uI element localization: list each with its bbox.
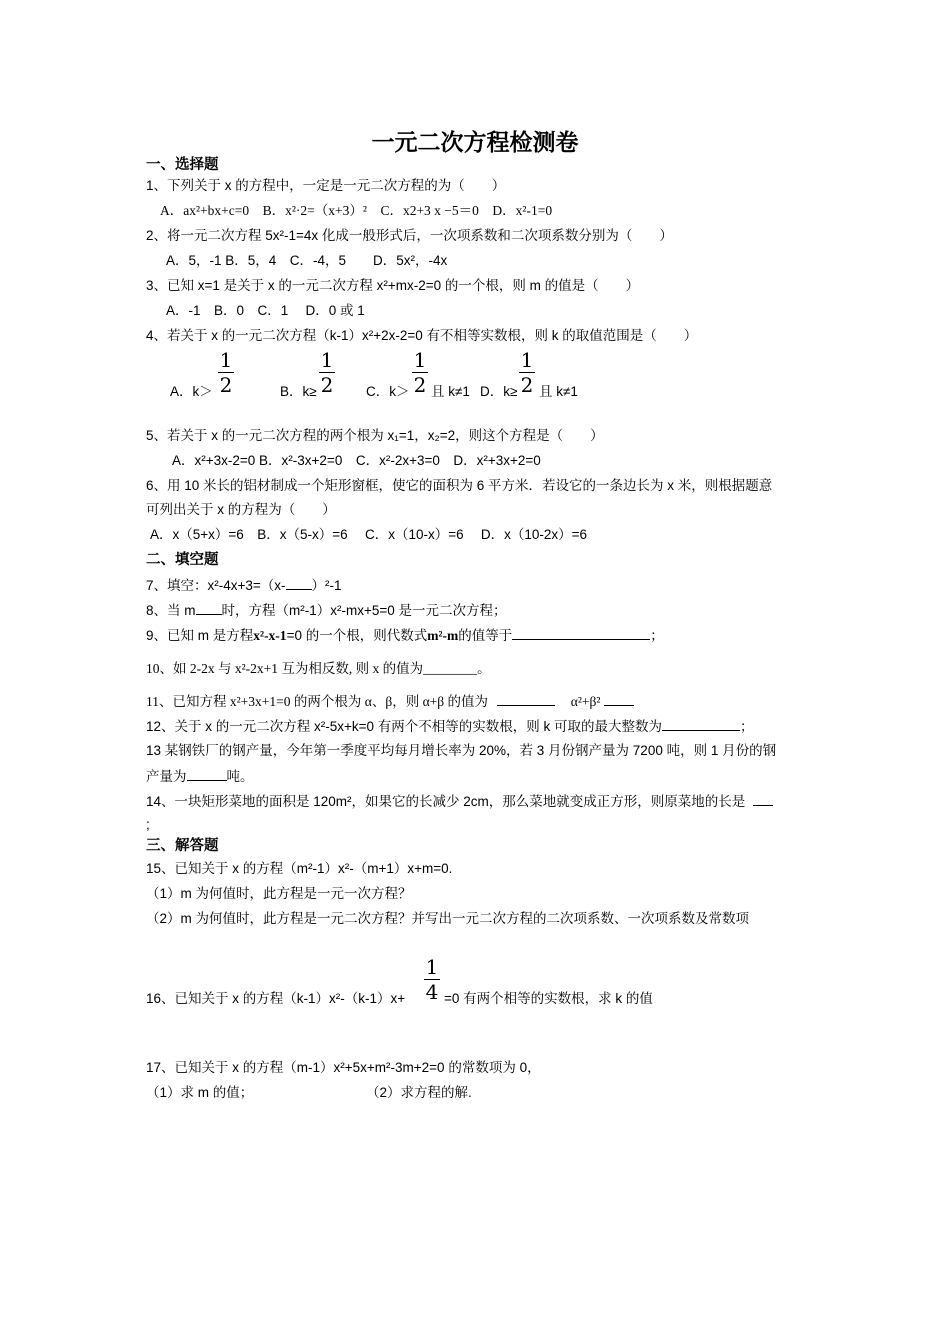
q5-stem: 5、若关于 x 的一元二次方程的两个根为 x₁=1，x₂=2，则这个方程是（ ） (146, 428, 604, 443)
q9-end: ； (650, 628, 664, 643)
q14-answer-blank[interactable] (753, 792, 773, 806)
q12-pre: 12、关于 x 的一元二次方程 x²-5x+k=0 有两个不相等的实数根，则 k 可取的最大整数为 (146, 719, 663, 734)
section-heading-answer: 三、解答题 (146, 838, 219, 854)
q6-options: A．x（5+x）=6 B．x（5-x）=6 C．x（10-x）=6 D．x（10-2x）=6 (150, 527, 588, 542)
q7 (146, 576, 342, 595)
q10: 10、如 2-2x 与 x²-2x+1 互为相反数, 则 x 的值为________。 (146, 661, 491, 676)
q3-stem: 3、已知 x=1 是关于 x 的一元二次方程 x²+mx-2=0 的一个根，则 m 的值是（ ） (146, 278, 640, 293)
section-heading-fill: 二、填空题 (146, 552, 219, 568)
q11 (146, 692, 634, 711)
q4-stem: 4、若关于 x 的一元二次方程（k-1）x²+2x-2=0 有不相等实数根，则 k 的取值范围是（ ） (146, 328, 698, 343)
fraction-denominator: 4 (425, 980, 439, 1004)
q16-post: =0 有两个相等的实数根，求 k 的值 (444, 991, 653, 1006)
fraction-denominator: 2 (219, 373, 233, 397)
q9-pre: 9、已知 m 是方程 (146, 628, 254, 643)
q6-stem-line2: 可列出关于 x 的方程为（ ） (146, 502, 336, 517)
q17-stem: 17、已知关于 x 的方程（m-1）x²+5x+m²-3m+2=0 的常数项为 0， (146, 1060, 541, 1075)
q12-answer-blank[interactable] (662, 717, 740, 731)
q13-line1: 13 某钢铁厂的钢产量，今年第一季度平均每月增长率为 20%，若 3 月份钢产量为 7200 吨，则 1 月份的钢 (146, 743, 777, 758)
q13-pre: 产量为 (146, 769, 187, 784)
q1-stem: 1、下列关于 x 的方程中，一定是一元二次方程的为（ ） (146, 178, 506, 193)
q4-option-a-fraction (218, 350, 234, 395)
q17-part2: （2）求方程的解. (366, 1085, 472, 1100)
q9-expression: m²-m (427, 628, 459, 643)
q4-option-a: A．k＞ (170, 384, 213, 399)
q9-mid: =0 的一个根，则代数式 (286, 628, 428, 643)
q8-pre: 8、当 m (146, 603, 196, 618)
q16-pre: 16、已知关于 x 的方程（k-1）x²-（k-1）x+ (146, 991, 406, 1006)
q2-options: A．5，-1 B．5，4 C．-4，5 D．5x²，-4x (166, 253, 448, 268)
q4-option-d: D．k≥ (480, 384, 518, 399)
q13-post: 吨。 (226, 769, 254, 784)
q4-option-d-tail: 且 k≠1 (539, 384, 578, 399)
q9 (146, 626, 664, 645)
q15-stem: 15、已知关于 x 的方程（m²-1）x²-（m+1）x+m=0. (146, 861, 453, 876)
q8-answer-blank[interactable] (196, 601, 222, 615)
q11-mid: α²+β² (570, 694, 601, 709)
q6-stem-line1: 6、用 10 米长的铝材制成一个矩形窗框，使它的面积为 6 平方米．若设它的一条边长为 x 米，则根据题意 (146, 478, 773, 493)
fraction-numerator: 1 (320, 348, 334, 372)
q13-line2 (146, 767, 254, 786)
q2-stem: 2、将一元二次方程 5x²-1=4x 化成一般形式后，一次项系数和二次项系数分别为（ ） (146, 228, 673, 243)
page-title: 一元二次方程检测卷 (371, 130, 579, 156)
q5-options: A．x²+3x-2=0 B．x²-3x+2=0 C．x²-2x+3=0 D．x²+3x+2=0 (172, 453, 541, 468)
q17-part1: （1）求 m 的值； (146, 1085, 254, 1100)
q15-part1: （1）m 为何值时，此方程是一元一次方程？ (146, 886, 412, 901)
section-heading-choice: 一、选择题 (146, 157, 219, 173)
fraction-numerator: 1 (219, 348, 233, 372)
fraction-numerator: 1 (425, 955, 439, 979)
q9-answer-blank[interactable] (512, 626, 650, 640)
q14-text: 14、一块矩形菜地的面积是 120m²，如果它的长减少 2cm，那么菜地就变成正方形，则原菜地的长是 (146, 794, 746, 809)
q4-option-b-fraction (319, 350, 335, 395)
fraction-denominator: 2 (320, 373, 334, 397)
q8 (146, 601, 507, 620)
q1-options: A．ax²+bx+c=0 B．x²·2=（x+3）² C．x2+3 x −5＝0 D．x²-1=0 (160, 203, 553, 218)
q11-answer-blank-2[interactable] (604, 692, 634, 706)
q4-option-c-tail: 且 k≠1 (431, 384, 470, 399)
q4-option-c: C．k＞ (366, 384, 410, 399)
q7-pre: 7、填空：x²-4x+3=（x- (146, 578, 286, 593)
q12-end: ； (740, 719, 754, 734)
q12 (146, 717, 754, 736)
q8-post: 时，方程（m²-1）x²-mx+5=0 是一元二次方程； (221, 603, 507, 618)
q7-post: ）²-1 (311, 578, 342, 593)
q4-option-d-fraction (519, 350, 535, 395)
q11-pre: 11、已知方程 x²+3x+1=0 的两个根为 α、β，则 α+β 的值为 (146, 694, 489, 709)
q4-option-c-fraction (412, 350, 428, 395)
fraction-denominator: 2 (413, 373, 427, 397)
fraction-numerator: 1 (520, 348, 534, 372)
q9-post: 的值等于 (458, 628, 513, 643)
q11-answer-blank-1[interactable] (497, 692, 555, 706)
q14-line2: ; (146, 817, 150, 832)
fraction-denominator: 2 (520, 373, 534, 397)
fraction-numerator: 1 (413, 348, 427, 372)
q7-answer-blank[interactable] (286, 576, 312, 590)
q16-fraction (424, 957, 440, 1002)
q15-part2: （2）m 为何值时，此方程是一元二次方程？并写出一元二次方程的二次项系数、一次项系数及常数项 (146, 911, 750, 926)
q9-equation: x²-x-1 (253, 628, 287, 643)
q14-line1 (146, 792, 773, 811)
q4-option-b: B．k≥ (280, 384, 317, 399)
q3-options: A．-1 B．0 C．1 D．0 或 1 (166, 303, 365, 318)
q13-answer-blank[interactable] (187, 767, 227, 781)
